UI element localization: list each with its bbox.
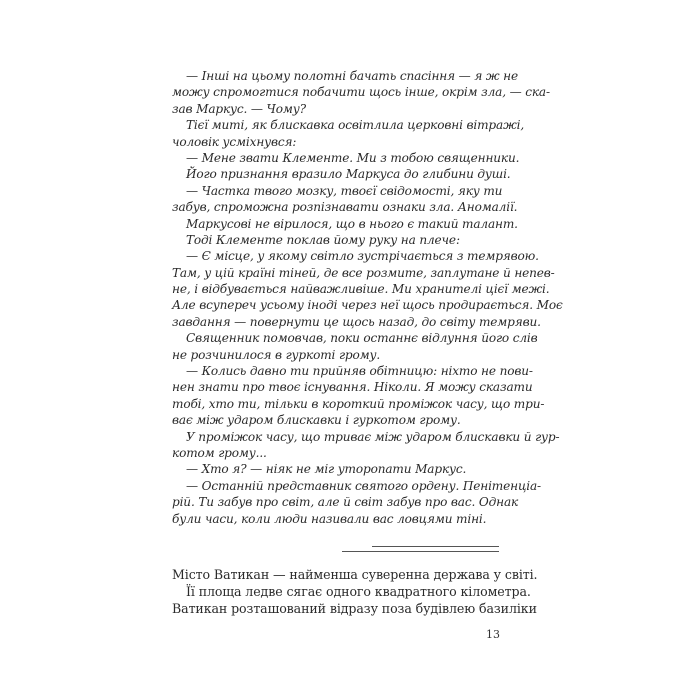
text-line: забув, спроможна розпізнавати ознаки зла. Аномалії. bbox=[172, 200, 518, 215]
section-divider-top bbox=[372, 546, 499, 547]
text-line: — Інші на цьому полотні бачать спасіння — я ж не bbox=[186, 69, 518, 83]
text-line: були часи, коли люди називали вас ловцями тіні. bbox=[172, 511, 487, 526]
italic-dialogue-section bbox=[172, 68, 563, 527]
text-line: можу спромогтися побачити щось інше, окрім зла, — ска- bbox=[172, 85, 550, 100]
text-line: У проміжок часу, що триває між ударом блискавки й гур- bbox=[186, 429, 560, 444]
text-line: Маркусові не вірилося, що в нього є такий талант. bbox=[186, 216, 518, 231]
text-line: Її площа ледве сягає одного квадратного кілометра. bbox=[186, 584, 531, 600]
text-line: — Частка твого мозку, твоєї свідомості, яку ти bbox=[186, 183, 503, 198]
text-line: котом грому... bbox=[172, 445, 267, 460]
text-line: нен знати про твоє існування. Ніколи. Я можу сказати bbox=[172, 380, 533, 395]
text-line: — Є місце, у якому світло зустрічається з темрявою. bbox=[186, 249, 539, 264]
text-line: завдання — повернути це щось назад, до світу темряви. bbox=[172, 314, 541, 329]
text-line: рій. Ти забув про світ, але й світ забув про вас. Однак bbox=[172, 495, 519, 510]
text-line: Місто Ватикан — найменша суверенна держава у світі. bbox=[172, 567, 538, 582]
page-number: 13 bbox=[486, 628, 500, 641]
text-line: — Колись давно ти прийняв обітницю: ніхто не пови- bbox=[186, 364, 533, 379]
text-line: Тоді Клементе поклав йому руку на плече: bbox=[186, 232, 460, 247]
text-line: Ватикан розташований відразу поза будівлею базиліки bbox=[172, 601, 537, 617]
text-line: — Мене звати Клементе. Ми з тобою священники. bbox=[186, 150, 520, 165]
text-line: Там, у цій країні тіней, де все розмите, заплутане й непев- bbox=[172, 265, 555, 280]
text-line: не, і відбувається найважливіше. Ми хранителі цієї межі. bbox=[172, 282, 550, 297]
text-line: ває між ударом блискавки і гуркотом грому. bbox=[172, 413, 461, 428]
text-line: Священник помовчав, поки останнє відлуння його слів bbox=[186, 331, 538, 346]
text-line: тобі, хто ти, тільки в короткий проміжок часу, що три- bbox=[172, 396, 545, 411]
section-divider-bottom bbox=[342, 551, 499, 552]
text-line: Його признання вразило Маркуса до глибини душі. bbox=[186, 167, 511, 182]
text-line: зав Маркус. — Чому? bbox=[172, 101, 306, 116]
text-line: чоловік усміхнувся: bbox=[172, 134, 297, 149]
text-line: — Хто я? — ніяк не міг уторопати Маркус. bbox=[186, 462, 467, 477]
text-line: Тієї миті, як блискавка освітлила церковні вітражі, bbox=[186, 118, 525, 133]
text-line: — Останній представник святого ордену. Пенітенціа- bbox=[186, 478, 541, 493]
text-line: не розчинилося в гуркоті грому. bbox=[172, 347, 381, 362]
body-text-section bbox=[172, 566, 538, 618]
text-line: Але всупереч усьому іноді через неї щось продирається. Моє bbox=[172, 298, 563, 313]
